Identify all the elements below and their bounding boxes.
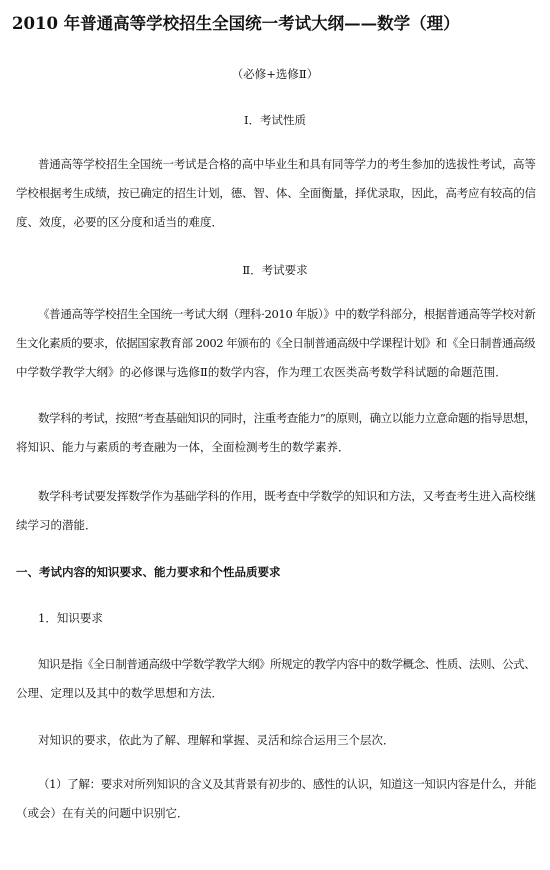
paragraph-line: （或会）在有关的问题中识别它．	[16, 806, 189, 820]
paragraph-line: 度、效度，必要的区分度和适当的难度．	[16, 215, 223, 229]
paragraph-line: 公理、定理以及其中的数学思想和方法．	[16, 686, 223, 700]
paragraph-level-understand	[16, 770, 536, 828]
paragraph-line: 《普通高等学校招生全国统一考试大纲（理科·2010 年版）》中的数学科部分，根据普通高等学校对新	[38, 307, 536, 321]
paragraph-line: 对知识的要求，依此为了解、理解和掌握、灵活和综合运用三个层次．	[38, 733, 395, 747]
paragraph-line: 知识是指《全日制普通高级中学数学教学大纲》所规定的教学内容中的数学概念、性质、法则、公式、	[38, 657, 536, 671]
section-title-exam-requirements: Ⅱ．考试要求	[242, 263, 308, 277]
paragraph-line: 将知识、能力与素质的考查融为一体，全面检测考生的数学素养．	[16, 440, 350, 454]
paragraph-line: （1）了解：要求对所列知识的含义及其背景有初步的、感性的认识，知道这一知识内容是什么，并能	[38, 777, 536, 791]
paragraph-exam-principle	[16, 404, 536, 462]
subheading-knowledge-requirements: 1．知识要求	[38, 611, 103, 625]
paragraph-knowledge-levels	[16, 726, 536, 755]
paragraph-line: 普通高等学校招生全国统一考试是合格的高中毕业生和具有同等学力的考生参加的选拔性考试，高等	[38, 157, 536, 171]
paragraph-line: 学校根据考生成绩，按已确定的招生计划，德、智、体、全面衡量，择优录取，因此，高考应有较高的信	[16, 186, 536, 200]
heading-content-requirements: 一、考试内容的知识要求、能力要求和个性品质要求	[16, 565, 281, 579]
paragraph-line: 数学科考试要发挥数学作为基础学科的作用，既考查中学数学的知识和方法，又考查考生进入高校继	[38, 489, 536, 503]
paragraph-line: 数学科的考试，按照“考查基础知识的同时，注重考查能力”的原则，确立以能力立意命题的指导思想，	[38, 411, 536, 425]
paragraph-syllabus-scope	[16, 300, 536, 387]
paragraph-exam-role	[16, 482, 536, 540]
paragraph-knowledge-definition	[16, 650, 536, 708]
document-title: 2010 年普通高等学校招生全国统一考试大纲——数学（理）	[12, 14, 460, 33]
paragraph-exam-nature	[16, 150, 536, 237]
section-title-exam-nature: Ⅰ．考试性质	[243, 113, 307, 127]
paragraph-line: 生文化素质的要求，依据国家教育部 2002 年颁布的《全日制普通高级中学课程计划》和《全日制普通高级	[16, 336, 536, 350]
paragraph-line: 中学数学教学大纲》的必修课与选修Ⅱ的数学内容，作为理工农医类高考数学科试题的命题范围．	[16, 365, 507, 379]
paragraph-line: 续学习的潜能．	[16, 518, 97, 532]
document-subtitle: （必修+选修Ⅱ）	[231, 67, 319, 81]
